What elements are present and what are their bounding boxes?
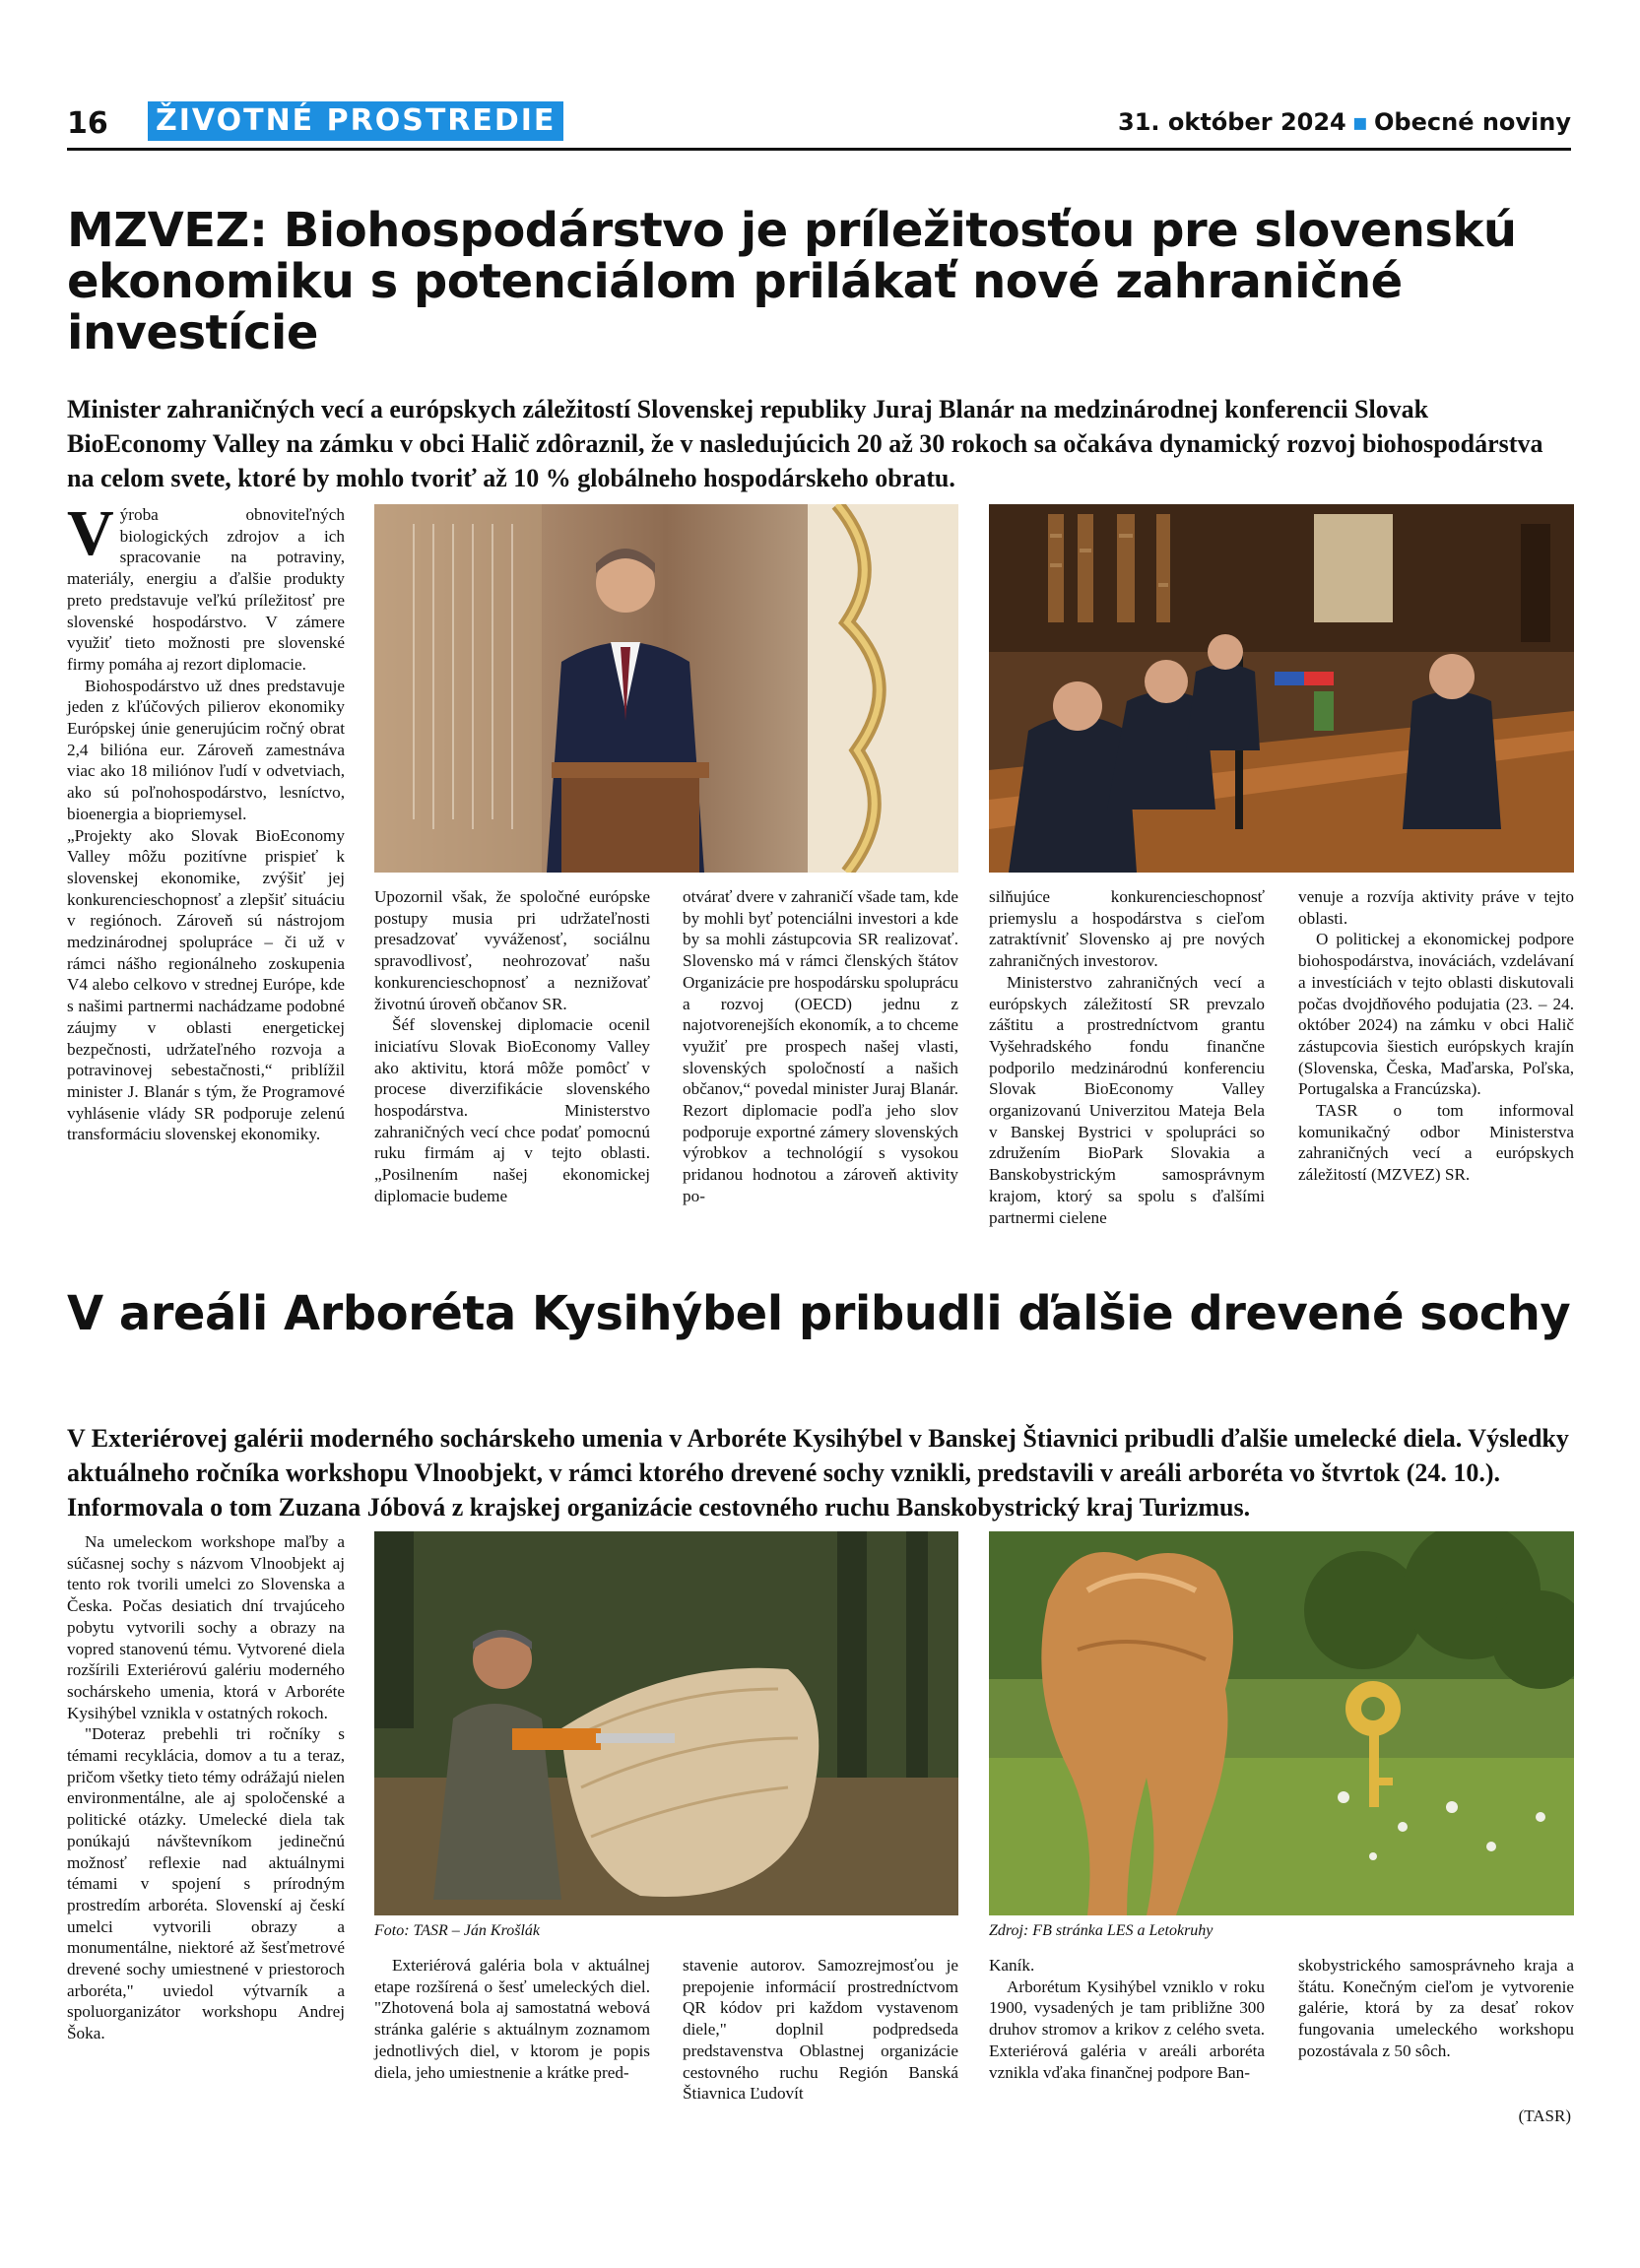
paragraph: „Projekty ako Slovak BioEconomy Valley môžu pozitívne prispieť k slovenskej ekonomike, zvýšiť jej konkurencieschopnosť a zlepšiť situáciu v regiónoch. Zároveň sú nástrojom medzinárodnej spolupráce – či už v rámci nášho regionálneho zoskupenia V4 alebo celkovo v strednej Európe, kde s našimi partnermi nachádzame podobné záujmy v oblasti energetickej bezpečnosti, udržateľného rozvoja a potravinovej sebestačnosti,“ priblížil minister J. Blanár s tým, že Programové vyhlásenie vlády SR podporuje zelenú transformáciu slovenskej ekonomiky. [67, 825, 345, 1144]
paragraph: Biohospodárstvo už dnes predstavuje jeden z kľúčových pilierov ekonomiky Európskej únie generujúcim ročný obrat 2,4 bilióna eur. Zároveň zamestnáva viac ako 18 miliónov ľudí v odvetviach, ako sú poľnohospodárstvo, lesníctvo, bioenergia a biopriemysel. [67, 676, 345, 823]
paragraph: TASR o tom informoval komunikačný odbor Ministerstva zahraničných vecí a európskych záležitostí (MZVEZ) SR. [1298, 1101, 1574, 1185]
photo-woodcarver [374, 1531, 958, 1915]
photo-minister-speech [374, 504, 958, 873]
paragraph: Arborétum Kysihýbel vzniklo v roku 1900, vysadených je tam približne 300 druhov stromov a krikov z celého sveta. Exteriérová galéria v areáli arboréta vznikla vďaka finančnej podpore Ban- [989, 1976, 1265, 2082]
paragraph: stavenie autorov. Samozrejmosťou je prepojenie informácií prostredníctvom QR kódov pri každom vystavenom diele," doplnil podpredseda predstavenstva Oblastnej organizácie cestovného ruchu Región Banská Štiavnica Ľudovít [683, 1956, 958, 2104]
photo-caption: Zdroj: FB stránka LES a Letokruhy [989, 1922, 1214, 1939]
article2-column-4 [989, 1955, 1265, 2083]
article2-signature: (TASR) [1518, 2106, 1571, 2125]
separator-icon: ▪ [1351, 108, 1369, 136]
article1-column-2 [374, 886, 650, 1207]
article1-column-5 [1298, 886, 1574, 1186]
issue-date: 31. október 2024 [1118, 108, 1346, 136]
article2-lead: V Exteriérovej galérii moderného sochárskeho umenia v Arboréte Kysihýbel v Banskej Štiavnici pribudli ďalšie umelecké diela. Výsledky aktuálneho ročníka workshopu Vlnoobjekt, v rámci ktorého drevené sochy vznikli, predstavili v areáli arboréta vo štvrtok (24. 10.). Informovala o tom Zuzana Jóbová z krajskej organizácie cestovného ruchu Banskobystrický kraj Turizmus. [67, 1424, 1569, 1522]
article2-column-3 [683, 1955, 958, 2105]
section-label: ŽIVOTNÉ PROSTREDIE [148, 101, 563, 141]
header-rule [67, 148, 1571, 151]
article2-column-5 [1298, 1955, 1574, 2062]
paragraph: Exteriérová galéria bola v aktuálnej etape rozšírená o šesť umeleckých diel. "Zhotovená bola aj samostatná webová stránka galérie s aktuálnym zoznamom jednotlivých diel, v ktorom je popis diela, jeho umiestnenie a krátke pred- [374, 1956, 650, 2082]
page-number: 16 [67, 106, 108, 141]
dropcap: V [67, 497, 114, 569]
article2-column-1 [67, 1531, 345, 2044]
paragraph: "Doteraz prebehli tri ročníky s témami recyklácia, domov a tu a teraz, pričom všetky tieto témy odrážajú nielen environmentálne, ale aj spoločenské a politické otázky. Umelecké diela tak ponúkajú návštevníkom jedinečnú možnosť reflexie nad aktuálnymi témami v spojení s prírodným prostredím arboréta. Slovenskí aj českí umelci vytvorili obrazy a monumentálne, niektoré až šesťmetrové drevené sochy umiestnené v priestoroch arboréta," uviedol výtvarník a spoluorganizátor workshopu Andrej Šoka. [67, 1724, 345, 2043]
paragraph: Ministerstvo zahraničných vecí a európskych záležitostí SR prevzalo záštitu a prostredníctvom grantu Vyšehradského fondu finančne podporilo medzinárodnú konferenciu Slovak BioEconomy Valley organizovanú Univerzitou Mateja Bela v Banskej Bystrici v spolupráci so združením BioPark Slovakia a Banskobystrickým samosprávnym krajom, ktorý sa spolu s ďalšími partnermi cielene [989, 972, 1265, 1227]
article1-column-4 [989, 886, 1265, 1228]
article1-column-1 [67, 497, 345, 1145]
photo-caption: Foto: TASR – Ján Krošlák [374, 1922, 540, 1939]
publication-name: Obecné noviny [1374, 108, 1571, 136]
article2-headline: V areáli Arboréta Kysihýbel pribudli ďalšie drevené sochy [67, 1286, 1571, 1341]
photo-wooden-sculpture [989, 1531, 1574, 1915]
article2-column-2 [374, 1955, 650, 2083]
paragraph: ýroba obnoviteľných biologických zdrojov a ich spracovanie na potraviny, materiály, energiu a ďalšie produkty preto predstavuje veľkú príležitosť pre slovenské hospodárstvo. V zámere využiť tieto možnosti pre slovenské firmy pomáha aj rezort diplomacie. [67, 505, 345, 674]
paragraph: Upozornil však, že spoločné európske postupy musia pri udržateľnosti presadzovať vyváženosť, sociálnu spravodlivosť, neohrozovať našu konkurencieschopnosť a neznižovať životnú úroveň občanov SR. [374, 887, 650, 1013]
paragraph: Šéf slovenskej diplomacie ocenil iniciatívu Slovak BioEconomy Valley ako aktivitu, ktorá môže pomôcť v procese diverzifikácie slovenského hospodárstva. Ministerstvo zahraničných vecí chce podať pomocnú ruku firmám aj v tejto oblasti. „Posilnením našej ekonomickej diplomacie budeme [374, 1015, 650, 1205]
paragraph: venuje a rozvíja aktivity práve v tejto oblasti. [1298, 887, 1574, 928]
article1-lead: Minister zahraničných vecí a európskych záležitostí Slovenskej republiky Juraj Blanár na medzinárodnej konferencii Slovak BioEconomy Valley na zámku v obci Halič zdôraznil, že v nasledujúcich 20 až 30 rokoch sa očakáva dynamický rozvoj biohospodárstva na celom svete, ktoré by mohlo tvoriť až 10 % globálneho hospodárskeho obratu. [67, 395, 1543, 492]
article1-headline: MZVEZ: Biohospodárstvo je príležitosťou pre slovenskú ekonomiku s potenciálom prilákať nové zahraničné investície [67, 203, 1517, 360]
paragraph: skobystrického samosprávneho kraja a štátu. Konečným cieľom je vytvorenie galérie, ktorá by za desať rokov fungovania umeleckého workshopu pozostávala z 50 sôch. [1298, 1956, 1574, 2060]
paragraph: O politickej a ekonomickej podpore biohospodárstva, inováciách, vzdelávaní a investíciách v tejto oblasti diskutovali počas dvojdňového podujatia (23. – 24. október 2024) na zámku v obci Halič zástupcovia šiestich európskych krajín (Slovenska, Česka, Maďarska, Poľska, Portugalska a Francúzska). [1298, 930, 1574, 1099]
photo-meeting-table [989, 504, 1574, 873]
article1-column-3 [683, 886, 958, 1207]
paragraph: otvárať dvere v zahraničí všade tam, kde by mohli byť potenciálni investori a kde by sa mohli zástupcovia SR realizovať. Slovensko má v rámci členských štátov Organizácie pre hospodársku spoluprácu a rozvoj (OECD) jednu z najotvorenejších ekonomík, a to chceme využiť pre prospech našej vlasti, slovenských spoločností a našich občanov,“ povedal minister Juraj Blanár. Rezort diplomacie podľa jeho slov podporuje exportné zámery slovenských výrobkov a technológií s vysokou pridanou hodnotou a zároveň aktivity po- [683, 887, 958, 1205]
paragraph: Na umeleckom workshope maľby a súčasnej sochy s názvom Vlnoobjekt aj tento rok tvorili umelci zo Slovenska a Česka. Počas desiatich dní trvajúceho pobytu vytvorili sochy a obrazy na vopred stanovenú tému. Vytvorené diela rozšírili Exteriérovú galériu moderného sochárskeho umenia, ktorá v Arboréte Kysihýbel vznikla v ostatných rokoch. [67, 1532, 345, 1722]
paragraph: Kaník. [989, 1956, 1035, 1975]
header-dateline [1118, 108, 1571, 136]
paragraph: silňujúce konkurencieschopnosť priemyslu a hospodárstva s cieľom zatraktívniť Slovensko aj pre nových zahraničných investorov. [989, 887, 1265, 971]
